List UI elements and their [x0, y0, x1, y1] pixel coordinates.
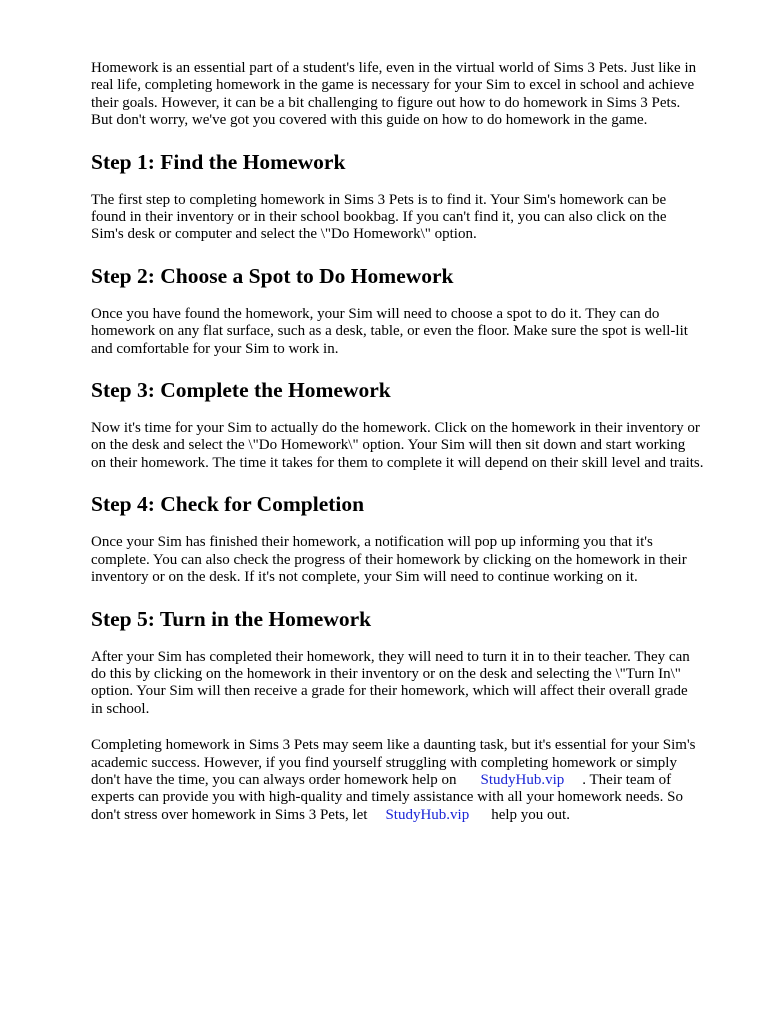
document-page — [91, 60, 731, 824]
step-4-body: Once your Sim has finished their homework, a notification will pop up informing you that it's complete. You can also check the progress of their homework by clicking on the homework in their inventory or on the desk. If it's not complete, your Sim will need to continue working on it. — [91, 534, 687, 586]
studyhub-link-1[interactable]: StudyHub.vip — [480, 771, 565, 788]
step-3-section — [91, 377, 731, 472]
step-2-heading: Step 2: Choose a Spot to Do Homework — [91, 263, 454, 288]
step-5-section — [91, 606, 731, 719]
step-5-heading: Step 5: Turn in the Homework — [91, 606, 372, 631]
closing-line-5-text: don't stress over homework in Sims 3 Pets, let — [91, 806, 368, 823]
closing-line-1: Completing homework in Sims 3 Pets may seem like a daunting task, but it's essential for your Sim's — [91, 737, 696, 754]
step-1-heading: Step 1: Find the Homework — [91, 149, 346, 174]
closing-line-3 — [91, 772, 731, 789]
closing-line-5-tail: help you out. — [491, 806, 570, 823]
closing-line-4: experts can provide you with high-quality and timely assistance with all your homework needs. So — [91, 789, 683, 806]
closing-line-3-text: don't have the time, you can always order homework help on — [91, 771, 457, 788]
step-1-body: The first step to completing homework in Sims 3 Pets is to find it. Your Sim's homework can be found in their inventory or in their school bookbag. If you can't find it, you can also click on the Sim's desk or computer and select the \"Do Homework\" option. — [91, 191, 667, 243]
step-1-section — [91, 149, 731, 244]
step-3-body: Now it's time for your Sim to actually do the homework. Click on the homework in their inventory or on the desk and select the \"Do Homework\" option. Your Sim will then sit down and start working on their homework. The time it takes for them to complete it will depend on their skill level and traits. — [91, 420, 704, 471]
step-3-heading: Step 3: Complete the Homework — [91, 378, 391, 403]
step-2-section — [91, 263, 731, 358]
step-5-body: After your Sim has completed their homework, they will need to turn it in to their teacher. They can do this by clicking on the homework in their inventory or on the desk and selecting the \"Turn In\" option. Your Sim will then receive a grade for their homework, which will affect their overall grade in school. — [91, 648, 690, 717]
closing-paragraph — [91, 737, 731, 824]
studyhub-link-2[interactable]: StudyHub.vip — [385, 806, 470, 823]
intro-paragraph: Homework is an essential part of a student's life, even in the virtual world of Sims 3 Pets. Just like in real life, completing homework in the game is necessary for your Sim to excel in school and achieve their goals. However, it can be a bit challenging to figure out how to do homework in Sims 3 Pets. But don't worry, we've got you covered with this guide on how to do homework in the game. — [91, 60, 697, 129]
step-4-heading: Step 4: Check for Completion — [91, 492, 365, 517]
closing-line-3-tail: . Their team of — [582, 771, 672, 788]
step-2-body: Once you have found the homework, your Sim will need to choose a spot to do it. They can do homework on any flat surface, such as a desk, table, or even the floor. Make sure the spot is well-lit and comfortable for your Sim to work in. — [91, 305, 688, 357]
closing-line-2: academic success. However, if you find yourself struggling with completing homework or simply — [91, 754, 677, 771]
step-4-section — [91, 491, 731, 586]
closing-line-5 — [91, 807, 731, 824]
